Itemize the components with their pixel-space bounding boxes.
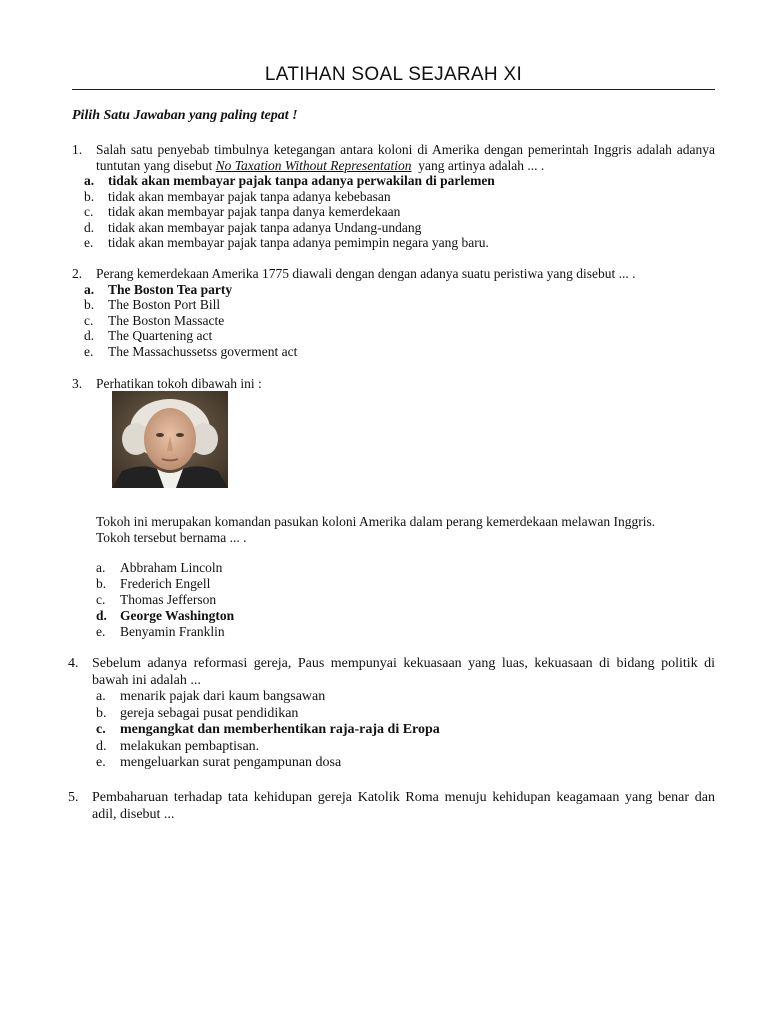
question-stem: Pembaharuan terhadap tata kehidupan gereja Katolik Roma menuju kehidupan keagamaan yang benar dan adil, disebut ... xyxy=(92,790,715,822)
portrait-image xyxy=(112,391,228,488)
question-3 xyxy=(72,376,715,392)
option-d[interactable]: d. George Washington xyxy=(96,608,235,623)
option-b[interactable]: b. gereja sebagai pusat pendidikan xyxy=(96,705,299,721)
option-a[interactable]: a. The Boston Tea party xyxy=(84,281,233,297)
options-list xyxy=(96,560,234,640)
options-list xyxy=(84,282,715,360)
option-c[interactable]: c. Thomas Jefferson xyxy=(96,592,217,607)
portrait-drawing xyxy=(112,391,228,488)
question-stem: Perhatikan tokoh dibawah ini : xyxy=(96,376,262,391)
option-e[interactable]: e. tidak akan membayar pajak tanpa adanya pemimpin negara yang baru. xyxy=(84,235,489,250)
options-list xyxy=(96,689,715,772)
page-title: LATIHAN SOAL SEJARAH XI xyxy=(264,64,523,85)
option-e[interactable]: e. Benyamin Franklin xyxy=(96,624,225,639)
question-stem xyxy=(96,142,715,173)
option-b[interactable]: b. tidak akan membayar pajak tanpa adanya kebebasan xyxy=(84,188,391,204)
option-b[interactable]: b. The Boston Port Bill xyxy=(84,297,221,312)
options-list xyxy=(84,173,715,251)
question-stem: Sebelum adanya reformasi gereja, Paus mempunyai kekuasaan yang luas, kekuasaan di bidang politik di bawah ini adalah ... xyxy=(92,656,715,688)
question-number: 5. xyxy=(68,790,79,805)
stem-text-end: yang artinya adalah ... . xyxy=(418,157,545,173)
question-number: 4. xyxy=(68,656,79,671)
question-3-options xyxy=(96,560,234,640)
option-d[interactable]: d. tidak akan membayar pajak tanpa adanya Undang-undang xyxy=(84,219,422,235)
question-2 xyxy=(72,266,715,359)
question-5 xyxy=(68,790,715,823)
caption-line-1: Tokoh ini merupakan komandan pasukan koloni Amerika dalam perang kemerdekaan melawan Inggris. xyxy=(96,514,656,529)
option-b[interactable]: b. Frederich Engell xyxy=(96,576,211,591)
option-d[interactable]: d. The Quartening act xyxy=(84,328,213,343)
caption-line-2: Tokoh tersebut bernama ... . xyxy=(96,530,247,545)
title-underline xyxy=(72,89,715,90)
option-e[interactable]: e. mengeluarkan surat pengampunan dosa xyxy=(96,755,342,770)
stem-text: Salah satu penyebab timbulnya ketegangan antara koloni di Amerika dengan pemerintah Inggris adalah adanya tuntutan yang disebut xyxy=(96,142,715,173)
option-e[interactable]: e. The Massachussetss goverment act xyxy=(84,343,298,359)
option-c[interactable]: c. mengangkat dan memberhentikan raja-raja di Eropa xyxy=(96,722,440,737)
question-1 xyxy=(72,142,715,251)
instruction-text: Pilih Satu Jawaban yang paling tepat ! xyxy=(72,108,298,123)
question-stem: Perang kemerdekaan Amerika 1775 diawali dengan dengan adanya suatu peristiwa yang disebut ... . xyxy=(96,266,636,281)
option-d[interactable]: d. melakukan pembaptisan. xyxy=(96,738,260,754)
question-4 xyxy=(68,656,715,772)
option-a[interactable]: a. menarik pajak dari kaum bangsawan xyxy=(96,689,326,704)
option-a[interactable]: a. tidak akan membayar pajak tanpa adanya perwakilan di parlemen xyxy=(84,173,495,188)
option-c[interactable]: c. tidak akan membayar pajak tanpa danya kemerdekaan xyxy=(84,204,401,219)
option-c[interactable]: c. The Boston Massacte xyxy=(84,312,225,328)
tax-phrase: No Taxation Without Representation xyxy=(215,157,412,173)
question-number: 3. xyxy=(72,376,83,391)
question-number: 1. xyxy=(72,142,83,157)
question-number: 2. xyxy=(72,266,83,281)
option-a[interactable]: a. Abbraham Lincoln xyxy=(96,560,223,575)
portrait-caption xyxy=(96,514,696,546)
